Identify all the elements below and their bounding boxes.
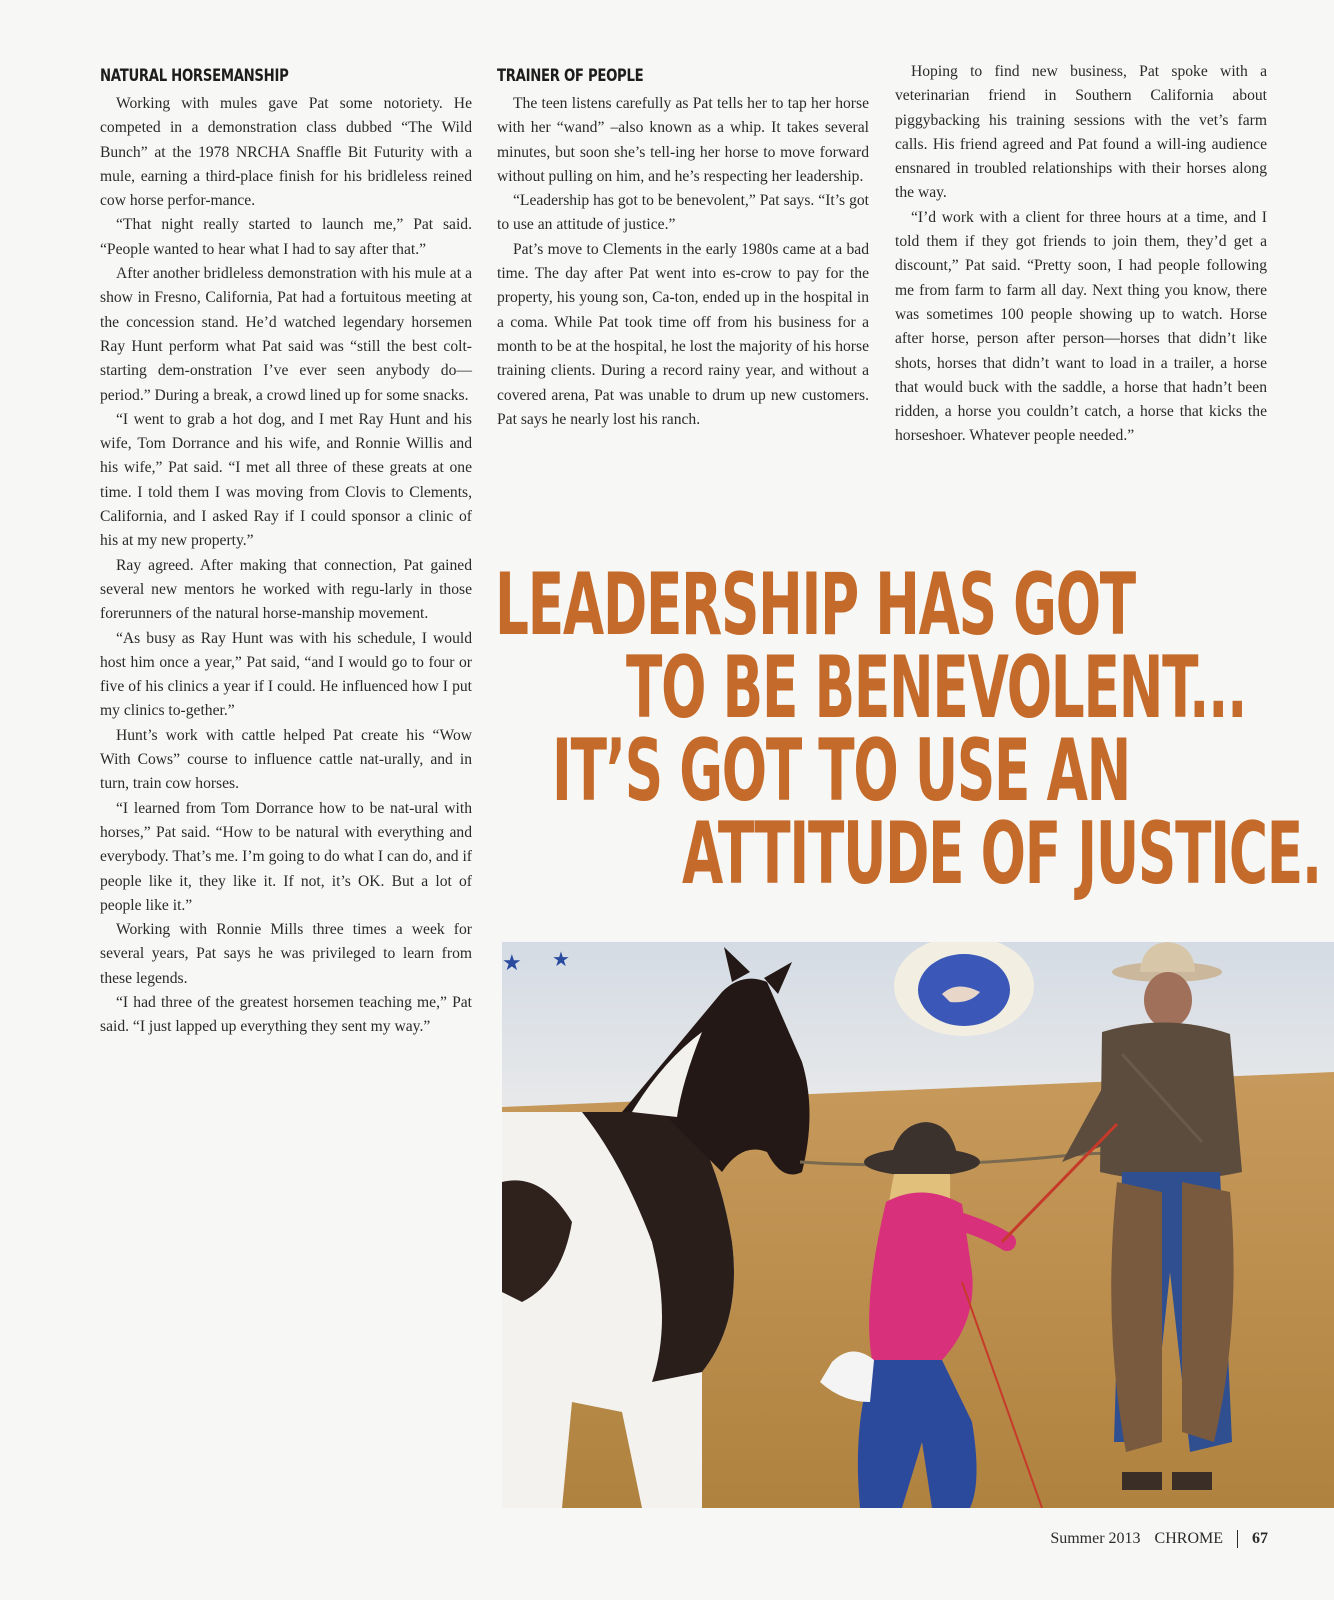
magazine-name: CHROME [1154, 1530, 1223, 1547]
section-heading-natural-horsemanship: NATURAL HORSEMANSHIP [100, 66, 289, 86]
paragraph: “I’d work with a client for three hours at a time, and I told them if they got friends to join them, they’d get a discount,” Pat said. “Pretty soon, I had people following me from farm to farm all day. Next thing you know, there was sometimes 100 people showing up to watch. Horse after horse, person after person—horses that didn’t like shots, horses that didn’t want to load in a trailer, a horse that would buck with the saddle, a horse that hadn’t been ridden, a horse you couldn’t catch, a horse that kicks the horseshoer. Whatever people needed.” [895, 208, 1267, 445]
issue-date: Summer 2013 [1050, 1530, 1141, 1547]
paragraph: “I went to grab a hot dog, and I met Ray Hunt and his wife, Tom Dorrance and his wife, and Ronnie Willis and his wife,” Pat said. “I met all three of these greats at one time. I told them I was moving from Clovis to Clements, California, and I asked Ray if I could sponsor a clinic of his at my new property.” [100, 410, 472, 550]
pull-quote-line: IT’S GOT TO USE AN [552, 721, 1130, 821]
column-1-body [100, 92, 472, 1040]
paragraph: Working with mules gave Pat some notoriety. He competed in a demonstration class dubbed “The Wild Bunch” at the 1978 NRCHA Snaffle Bit Futurity with a mule, earning a third-place finish for his bridleless reined cow horse perfor-mance. [100, 95, 472, 210]
column-2-body [497, 92, 869, 432]
paragraph: “Leadership has got to be benevolent,” Pat says. “It’s got to use an attitude of justice.” [497, 192, 869, 234]
pull-quote-line: ATTITUDE OF JUSTICE. [682, 804, 1321, 904]
svg-text:★: ★ [502, 951, 522, 976]
article-column-2 [497, 62, 869, 432]
page-number: 67 [1252, 1530, 1268, 1547]
pull-quote-line: LEADERSHIP HAS GOT [495, 555, 1135, 655]
paragraph: Working with Ronnie Mills three times a week for several years, Pat says he was privileged to learn from these legends. [100, 921, 472, 987]
paragraph: Hoping to find new business, Pat spoke with a veterinarian friend in Southern California about piggybacking his training sessions with the vet’s farm calls. His friend agreed and Pat found a will-ing audience ensnared in troubled relationships with their horses along the way. [895, 63, 1267, 202]
paragraph: The teen listens carefully as Pat tells her to tap her horse with her “wand” –also known as a whip. It takes several minutes, but soon she’s tell-ing her horse to move forward without pulling on him, and he’s respecting her leadership. [497, 95, 869, 185]
arena-training-photo [502, 942, 1334, 1508]
paragraph: After another bridleless demonstration with his mule at a show in Fresno, California, Pat had a fortuitous meeting at the concession stand. He’d watched legendary horsemen Ray Hunt perform what Pat said was “still the best colt-starting dem-onstration I’ve ever seen anybody do—period.” During a break, a crowd lined up for some snacks. [100, 265, 472, 404]
paragraph: Hunt’s work with cattle helped Pat create his “Wow With Cows” course to influence cattle nat-urally, and in turn, train cow horses. [100, 726, 472, 793]
paragraph: “That night really started to launch me,” Pat said. “People wanted to hear what I had to say after that.” [100, 216, 472, 258]
paragraph: “As busy as Ray Hunt was with his schedule, I would host him once a year,” Pat said, “and I would go to four or five of his clinics a year if I could. He influenced how I put my clinics to-gether.” [100, 629, 472, 720]
paragraph: “I learned from Tom Dorrance how to be nat-ural with horses,” Pat said. “How to be natural with everything and everybody. That’s me. I’m going to do what I can do, and if people like it, they like it. If not, it’s OK. But a lot of people like it.” [100, 799, 472, 914]
pull-quote-line: TO BE BENEVOLENT... [626, 638, 1247, 738]
paragraph: Ray agreed. After making that connection, Pat gained several new mentors he worked with regu-larly in those forerunners of the natural horse-manship movement. [100, 556, 472, 623]
article-column-1 [100, 62, 472, 1040]
svg-text:★: ★ [552, 947, 570, 971]
paragraph: “I had three of the greatest horsemen teaching me,” Pat said. “I just lapped up everything they sent my way.” [100, 993, 472, 1036]
page-footer [1050, 1530, 1268, 1548]
footer-divider [1237, 1530, 1238, 1548]
section-heading-trainer-of-people: TRAINER OF PEOPLE [497, 66, 644, 86]
paragraph: Pat’s move to Clements in the early 1980s came at a bad time. The day after Pat went into es-crow to pay for the property, his young son, Ca-ton, ended up in the hospital in a coma. While Pat took time off from his business for a month to be at the hospital, he lost the majority of his horse training clients. During a record rainy year, and without a covered arena, Pat was unable to drum up new customers. Pat says he nearly lost his ranch. [497, 240, 869, 428]
article-column-3 [895, 60, 1267, 449]
